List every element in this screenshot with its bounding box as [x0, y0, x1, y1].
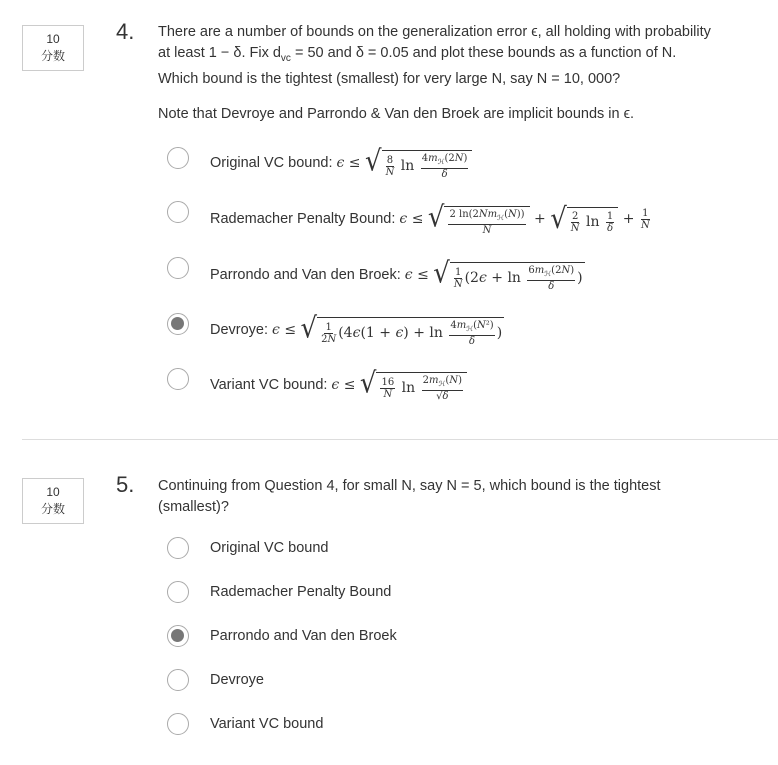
- q4-option-rademacher[interactable]: Rademacher Penalty Bound: ϵ ≤ √ $\frac{2 \ln(2Nm_ℋ(N))}{N}$ + √ $\frac{2}{N}$ ln $\frac{1}{\delta}$ + $\frac{1}{N}$: [210, 200, 650, 236]
- q5-radio-parrondo[interactable]: [167, 625, 189, 647]
- q5-option-rademacher[interactable]: Rademacher Penalty Bound: [210, 584, 392, 600]
- formula-devroye: ϵ ≤ √ $\frac{1}{2N}$ (4 ϵ (1 + ϵ ) + ln $\frac{4m_ℋ(N^2)}{\delta}$ ): [272, 311, 503, 347]
- q4-line2: at least 1 − δ. Fix $d_{vc} = 50$ and δ = 0.05 and plot these bounds as a function of N.: [158, 45, 677, 64]
- formula-variant-vc: ϵ ≤ √ $\frac{16}{N}$ ln $\frac{2m_ℋ(N)}{√\delta}$: [331, 369, 467, 402]
- q5-number: 5.: [116, 472, 135, 497]
- question-divider: [22, 439, 778, 440]
- q4-radio-parrondo[interactable]: [167, 257, 189, 279]
- q5-line2: (smallest)?: [158, 499, 229, 515]
- q5-points-unit: 分数: [40, 502, 65, 516]
- q4-option-variant-vc[interactable]: Variant VC bound: ϵ ≤ √ $\frac{16}{N}$ ln $\frac{2m_ℋ(N)}{√\delta}$: [210, 365, 467, 405]
- q4-note: Note that Devroye and Parrondo & Van den Broek are implicit bounds in ϵ.: [158, 106, 635, 122]
- q4-line1: There are a number of bounds on the generalization error ϵ, all holding with probability: [158, 24, 711, 40]
- q5-radio-rademacher[interactable]: [167, 581, 189, 603]
- q4-points-box: [22, 25, 84, 71]
- q5-option-devroye[interactable]: Devroye: [210, 672, 264, 688]
- q4-radio-original-vc[interactable]: [167, 147, 189, 169]
- q5-option-original-vc[interactable]: Original VC bound: [210, 540, 329, 556]
- q5-radio-devroye[interactable]: [167, 669, 189, 691]
- q4-radio-variant-vc[interactable]: [167, 368, 189, 390]
- q5-question-text: [158, 476, 748, 518]
- q4-question-text: [158, 22, 748, 90]
- q5-option-parrondo[interactable]: Parrondo and Van den Broek: [210, 628, 397, 644]
- q4-number: 4.: [116, 19, 135, 44]
- q5-option-variant-vc[interactable]: Variant VC bound: [210, 716, 324, 732]
- q5-line1: Continuing from Question 4, for small N, say N = 5, which bound is the tightest: [158, 478, 661, 494]
- q5-points-value: 10: [46, 485, 60, 499]
- formula-parrondo: ϵ ≤ √ $\frac{1}{N}$ (2 ϵ + ln $\frac{6m_ℋ(2N)}{\delta}$ ): [404, 256, 583, 292]
- q4-option-devroye[interactable]: Devroye: ϵ ≤ √ $\frac{1}{2N}$ (4 ϵ (1 + ϵ ) + ln $\frac{4m_ℋ(N^2)}{\delta}$ ): [210, 311, 503, 347]
- q5-radio-variant-vc[interactable]: [167, 713, 189, 735]
- q4-radio-devroye[interactable]: [167, 313, 189, 335]
- q4-points-value: 10: [46, 32, 60, 46]
- q4-line3: Which bound is the tightest (smallest) for very large N, say N = 10, 000?: [158, 70, 621, 87]
- q5-points-box: [22, 478, 84, 524]
- q4-option-original-vc[interactable]: Original VC bound: ϵ ≤ √ $\frac{8}{N}$ ln $\frac{4m_ℋ(2N)}{\delta}$: [210, 143, 472, 183]
- q4-option-parrondo[interactable]: Parrondo and Van den Broek: ϵ ≤ √ $\frac{1}{N}$ (2 ϵ + ln $\frac{6m_ℋ(2N)}{\delta}$ ): [210, 256, 583, 292]
- formula-rademacher: ϵ ≤ √ $\frac{2 \ln(2Nm_ℋ(N))}{N}$ + √ $\frac{2}{N}$ ln $\frac{1}{\delta}$ + $\frac{1}{N}$: [399, 200, 650, 236]
- q4-points-unit: 分数: [40, 49, 65, 63]
- formula-original-vc: ϵ ≤ √ $\frac{8}{N}$ ln $\frac{4m_ℋ(2N)}{\delta}$: [337, 147, 473, 180]
- q5-radio-original-vc[interactable]: [167, 537, 189, 559]
- q4-radio-rademacher[interactable]: [167, 201, 189, 223]
